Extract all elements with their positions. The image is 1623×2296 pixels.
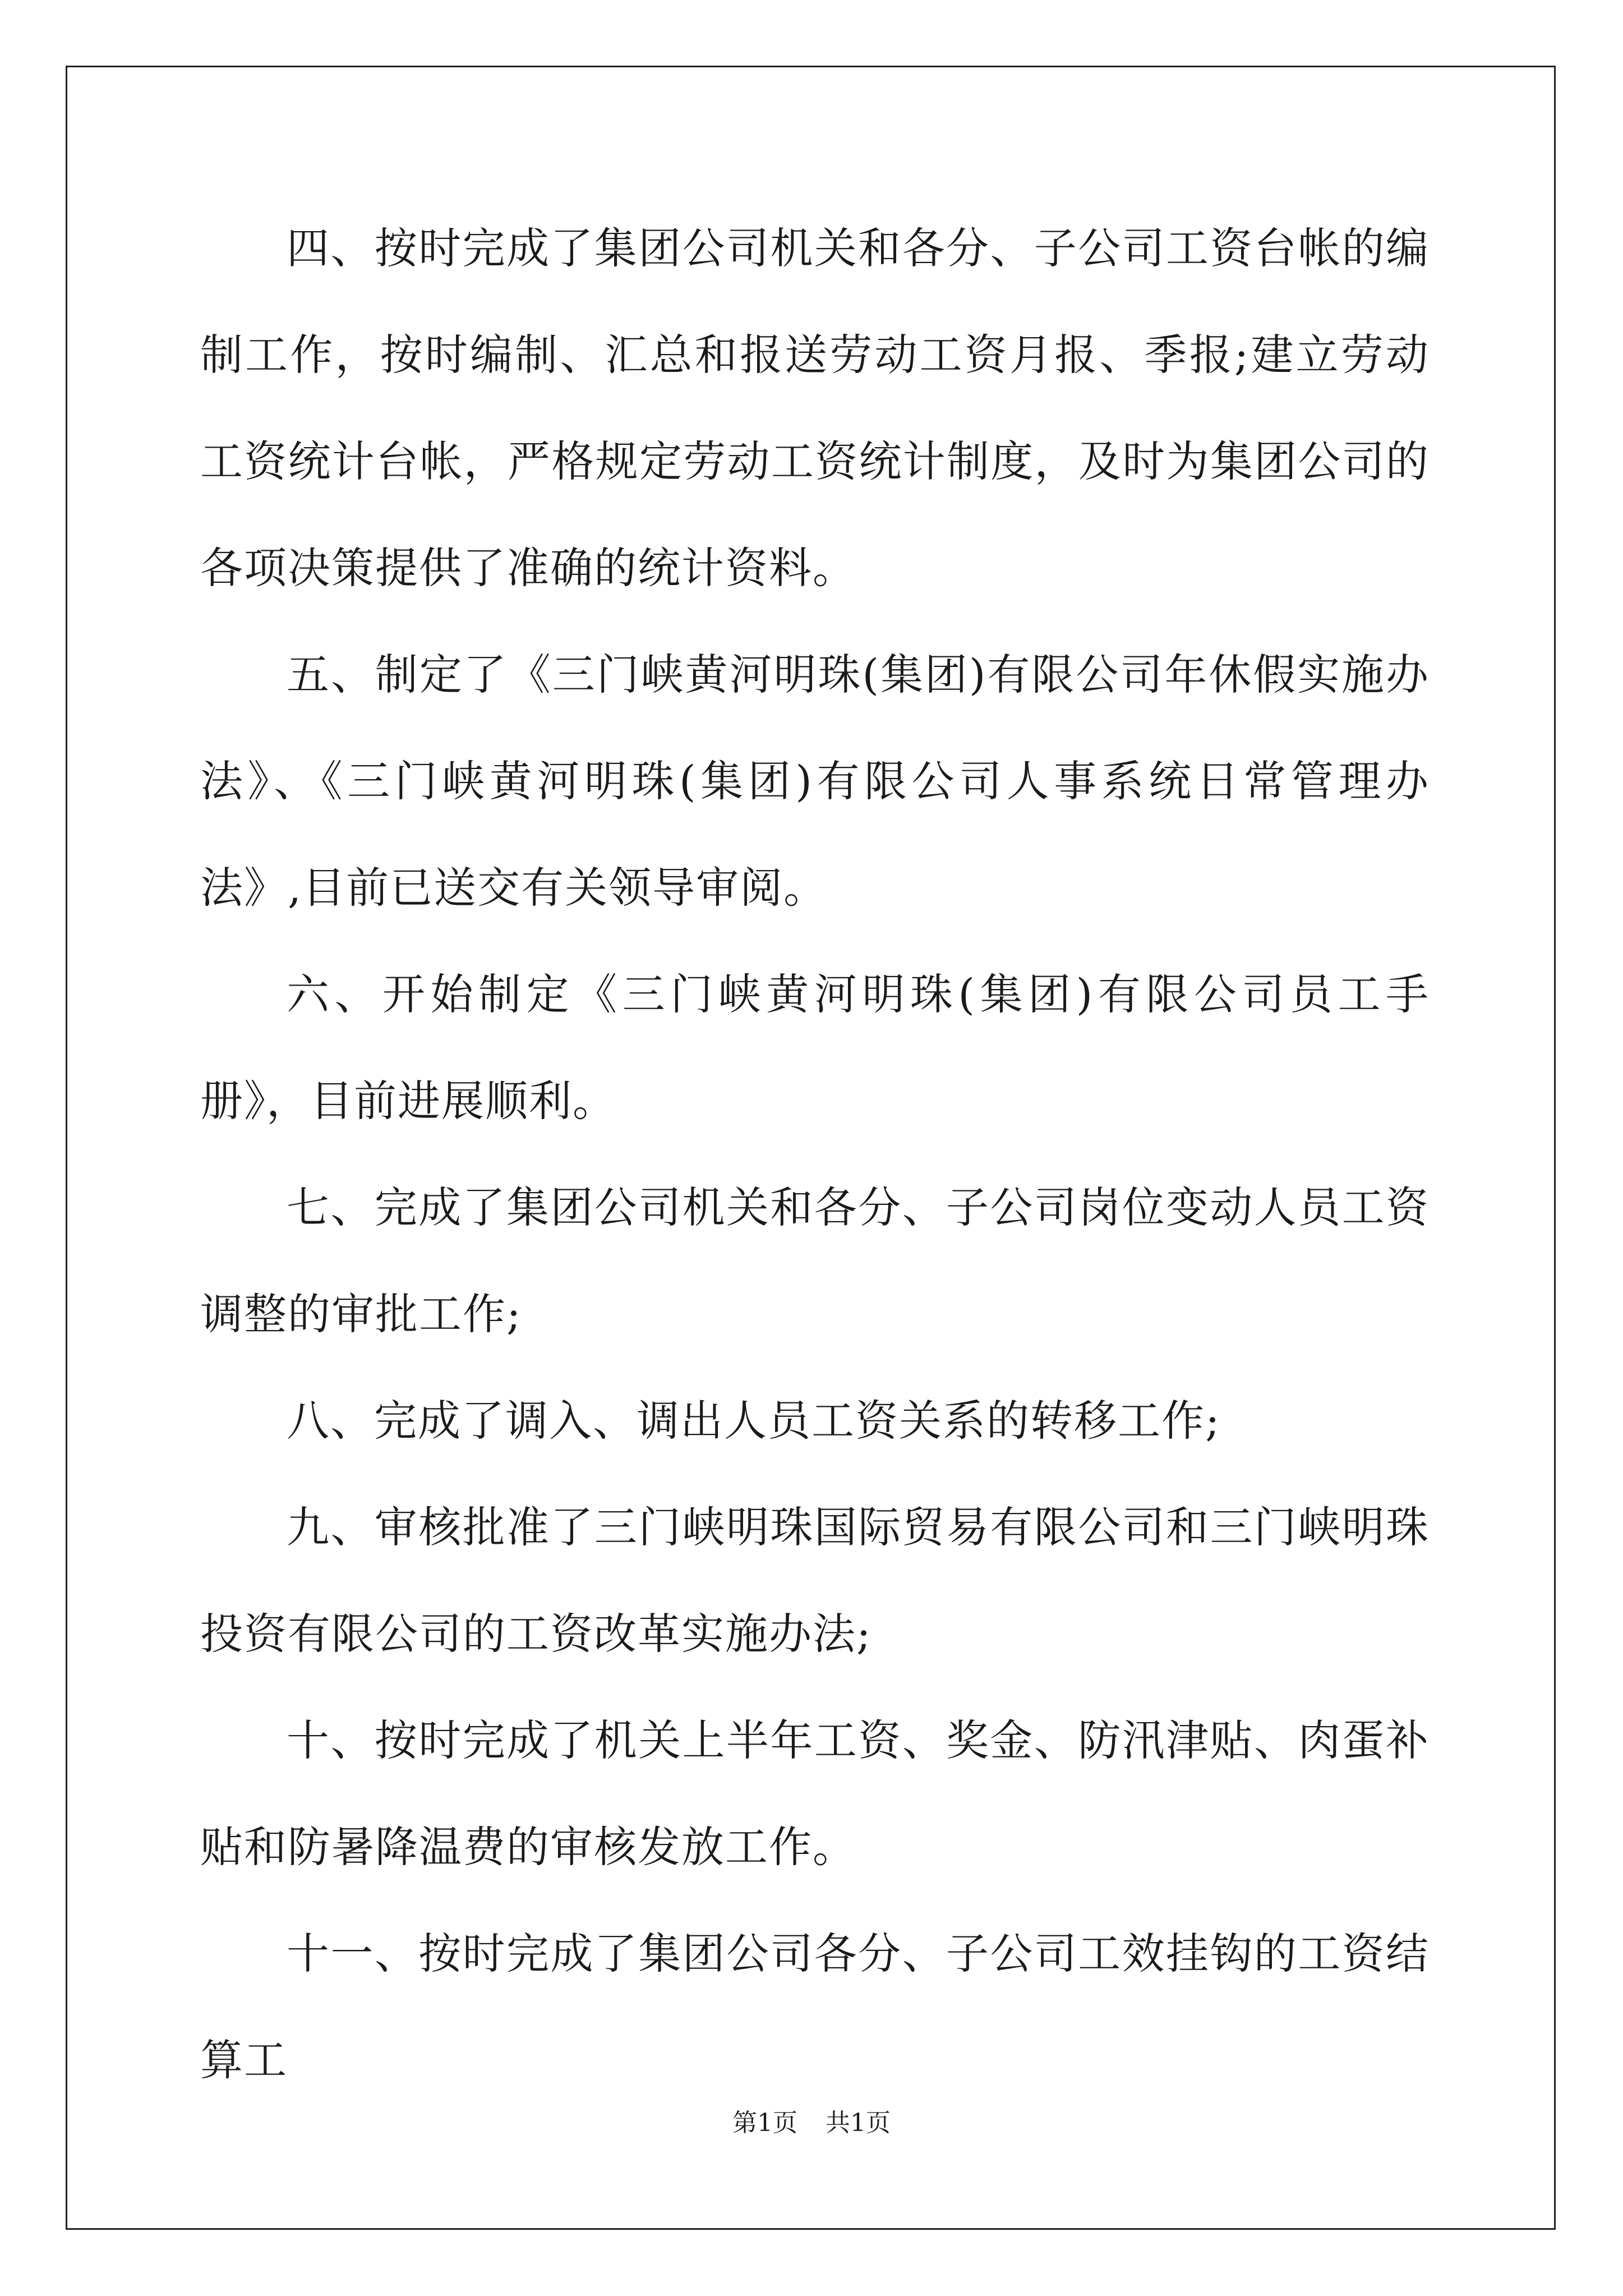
page-footer: [0, 2102, 1623, 2138]
paragraph-9: 九、审核批准了三门峡明珠国际贸易有限公司和三门峡明珠投资有限公司的工资改革实施办法;: [200, 1502, 1430, 1659]
paragraph-8: 八、完成了调入、调出人员工资关系的转移工作;: [287, 1396, 1221, 1446]
paragraph-10: 十、按时完成了机关上半年工资、奖金、防汛津贴、肉蛋补贴和防暑降温费的审核发放工作。: [200, 1715, 1430, 1872]
paragraph-6: 六、开始制定《三门峡黄河明珠(集团)有限公司员工手册》，目前进展顺利。: [200, 969, 1430, 1126]
paragraph-11: 十一、按时完成了集团公司各分、子公司工效挂钩的工资结算工: [200, 1929, 1430, 2085]
page-number-current: 第1页: [732, 2109, 797, 2137]
document-body: [200, 195, 1430, 2114]
paragraph-5: 五、制定了《三门峡黄河明珠(集团)有限公司年休假实施办法》、《三门峡黄河明珠(集团)有限公司人事系统日常管理办法》,目前已送交有关领导审阅。: [200, 650, 1430, 913]
paragraph-7: 七、完成了集团公司机关和各分、子公司岗位变动人员工资调整的审批工作;: [200, 1182, 1430, 1339]
paragraph-4: 四、按时完成了集团公司机关和各分、子公司工资台帐的编制工作，按时编制、汇总和报送劳动工资月报、季报;建立劳动工资统计台帐，严格规定劳动工资统计制度，及时为集团公司的各项决策提供了准确的统计资料。: [200, 223, 1430, 593]
page-number-total: 共1页: [826, 2109, 891, 2137]
